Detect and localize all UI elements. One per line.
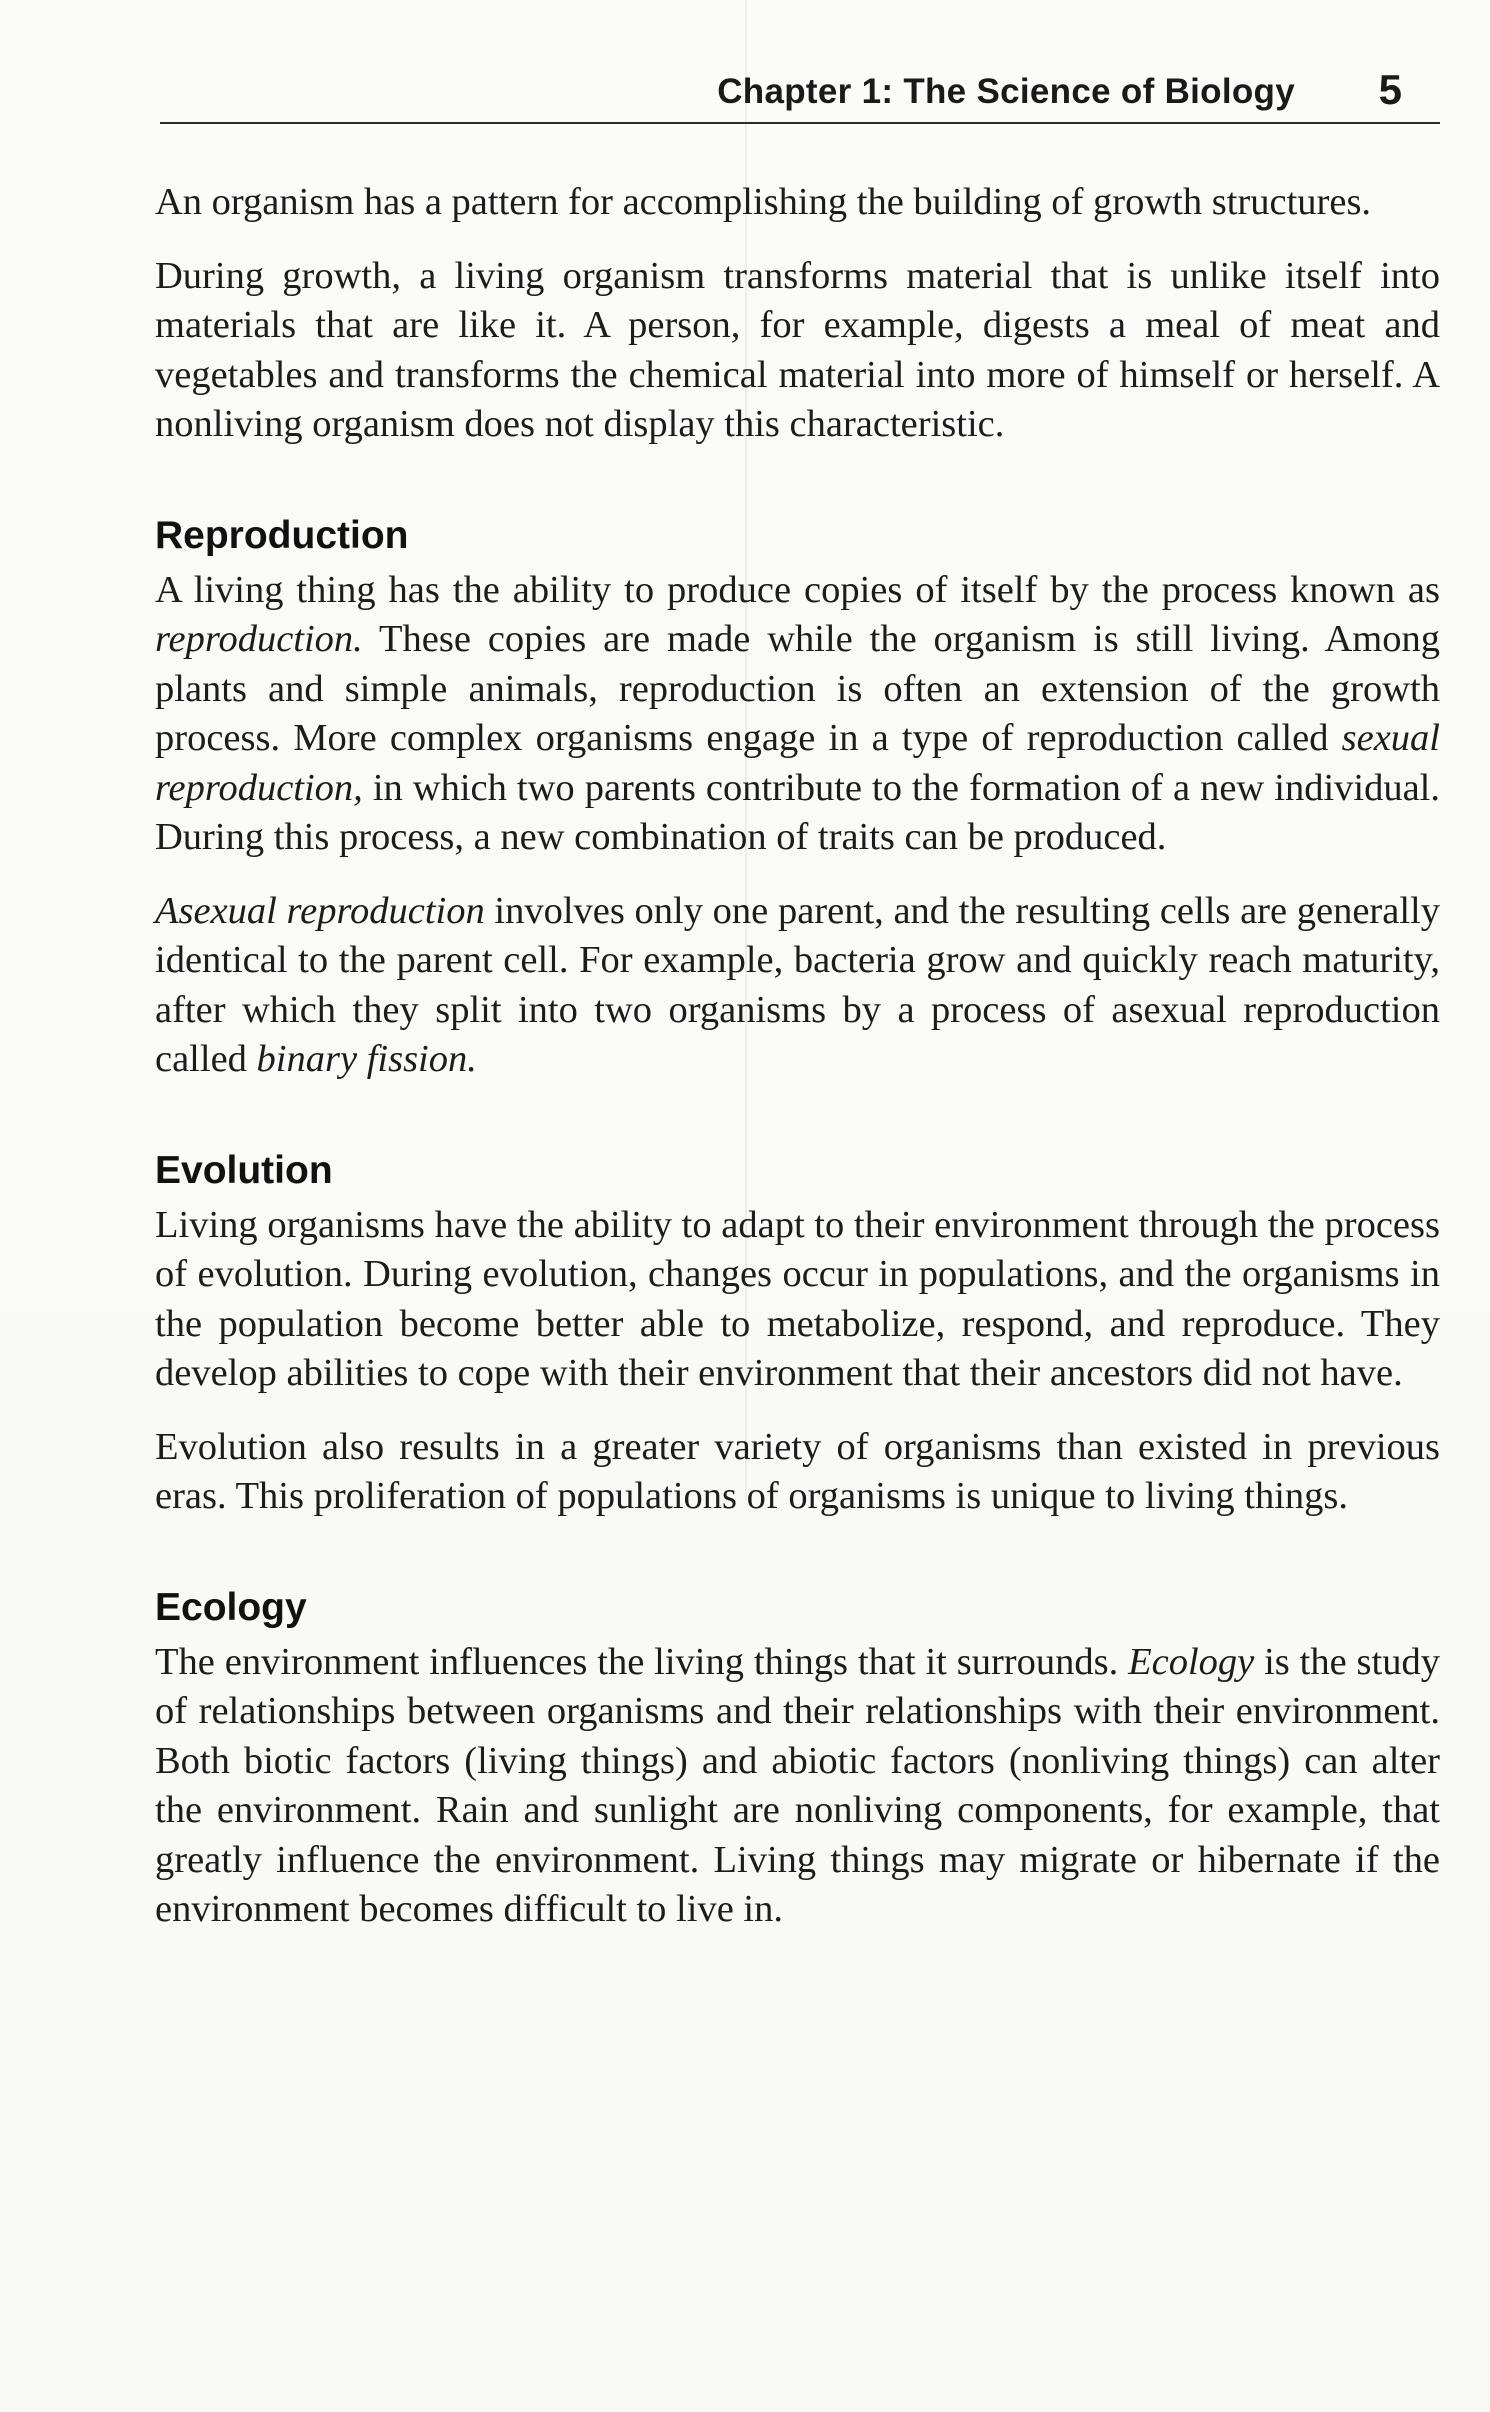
text-run: is the study of relationships between organisms and their relationships with their environment. Both biotic factors (living things) and abiotic factors (nonliving things) can alter the environment. Rain and sunlight are nonliving components, for example, that greatly influence the environment. Living things may migrate or hibernate if the environment becomes difficult to live in. (155, 1640, 1440, 1930)
heading-evolution: Evolution (155, 1148, 333, 1192)
section-reproduction (155, 512, 1440, 1085)
ecology-paragraph-1 (155, 1638, 1440, 1935)
term-reproduction: reproduction. (155, 618, 363, 660)
chapter-title: Chapter 1: The Science of Biology (717, 72, 1295, 111)
running-header (160, 66, 1440, 124)
reproduction-paragraph-1 (155, 566, 1440, 863)
evolution-paragraph-1: Living organisms have the ability to adapt to their environment through the process of evolution. During evolution, changes occur in populations, and the organisms in the population become better able to metabolize, respond, and reproduce. They develop abilities to cope with their environment that their ancestors did not have. (155, 1203, 1440, 1394)
reproduction-paragraph-2 (155, 887, 1440, 1085)
evolution-paragraph-2: Evolution also results in a greater variety of organisms than existed in previous eras. This proliferation of populations of organisms is unique to living things. (155, 1425, 1440, 1517)
intro-paragraph-1: An organism has a pattern for accomplishing the building of growth structures. (155, 181, 1372, 223)
section-ecology (155, 1584, 1440, 1935)
section-evolution (155, 1147, 1440, 1522)
text-run: involves only one parent, and the resulting cells are generally identical to the parent cell. For example, bacteria grow and quickly reach maturity, after which they split into two organisms by a process of asexual reproduction called (155, 889, 1440, 1080)
page-body (155, 178, 1440, 1935)
text-run: These copies are made while the organism is still living. Among plants and simple animals, reproduction is often an extension of the growth process. More complex organisms engage in a type of reproduction called (155, 618, 1440, 759)
term-sexual-reproduction: sexual reproduction, (155, 717, 1440, 809)
term-ecology: Ecology (1128, 1640, 1255, 1683)
heading-ecology: Ecology (155, 1585, 307, 1629)
text-run: A living thing has the ability to produce copies of itself by the process known as (155, 568, 1440, 611)
text-run: The environment influences the living things that it surrounds. (155, 1640, 1129, 1683)
intro-paragraph-2: During growth, a living organism transforms material that is unlike itself into materials that are like it. A person, for example, digests a meal of meat and vegetables and transforms the chemical material into more of himself or herself. A nonliving organism does not display this characteristic. (155, 254, 1440, 445)
heading-reproduction: Reproduction (155, 513, 409, 557)
term-binary-fission: binary fission. (256, 1038, 477, 1080)
term-asexual-reproduction: Asexual reproduction (155, 889, 485, 932)
page-number: 5 (1378, 66, 1402, 113)
text-run: in which two parents contribute to the formation of a new individual. During this process, a new combination of traits can be produced. (155, 766, 1440, 858)
